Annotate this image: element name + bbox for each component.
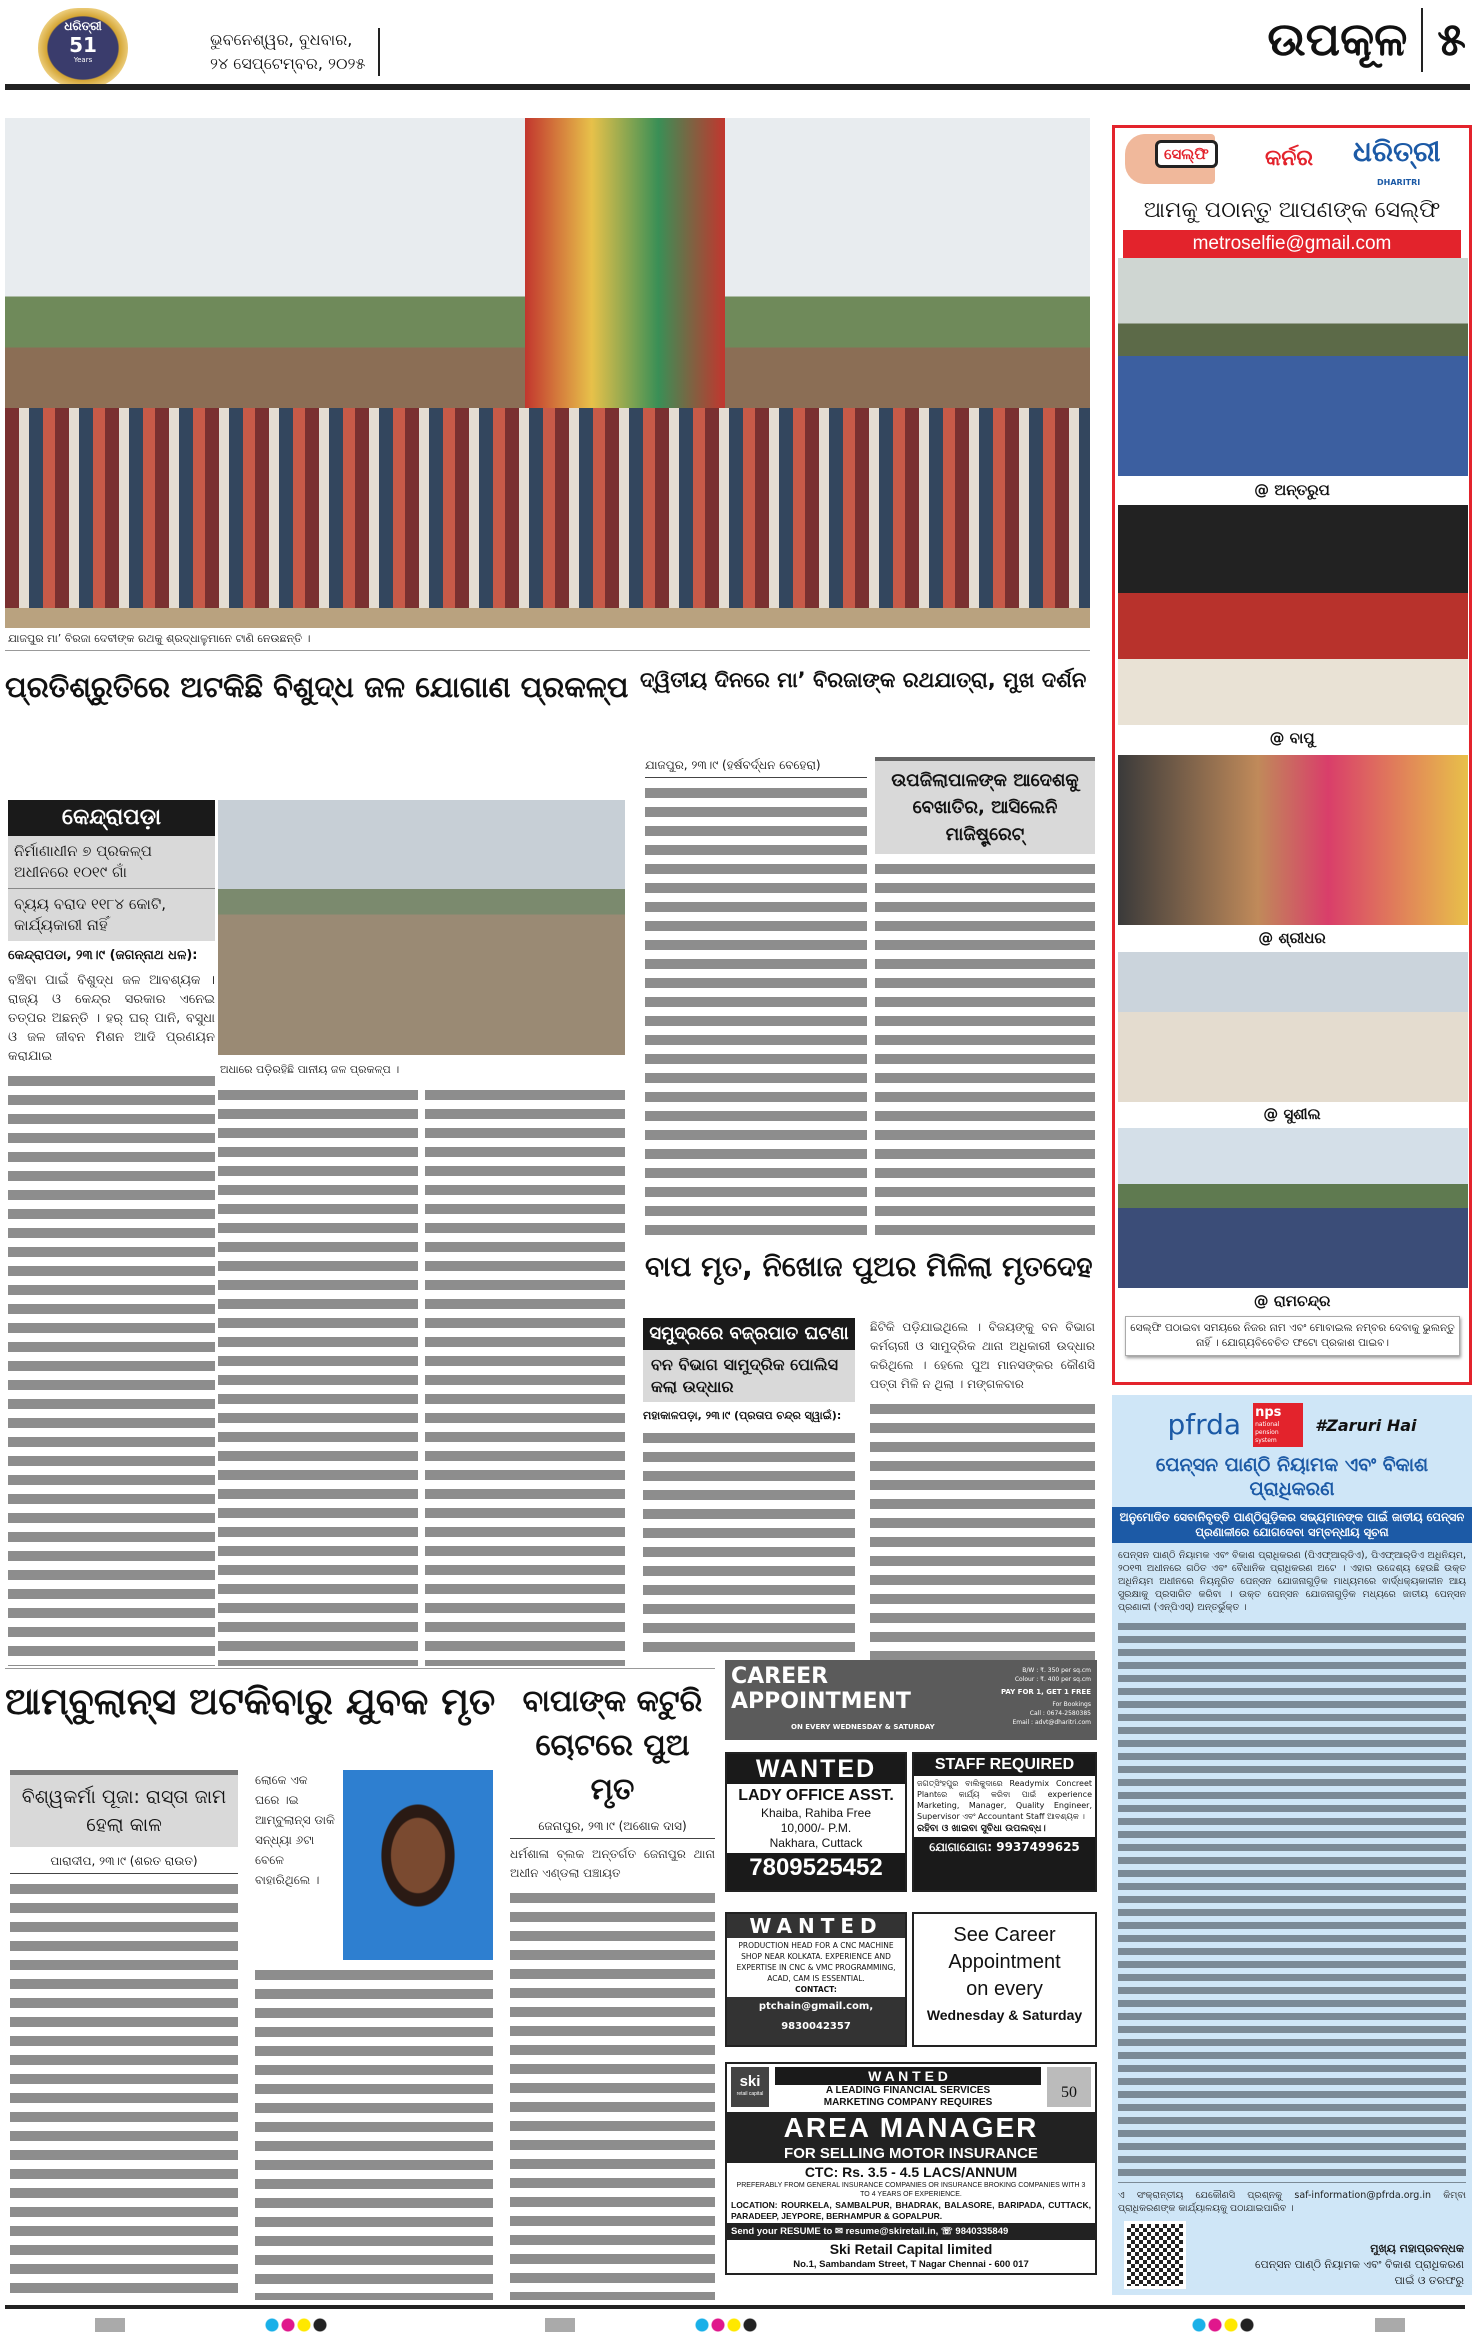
sea-body-col2	[870, 1400, 1095, 1660]
logo-years: 51	[69, 33, 97, 57]
selfie-credit-3: @ ଶ୍ରୀଧର	[1258, 929, 1326, 947]
water-headline: ପ୍ରତିଶ୍ରୁତିରେ ଅଟକିଛି ବିଶୁଦ୍ଧ ଜଳ ଯୋଗାଣ ପ୍ରକଳ୍ପ	[5, 670, 629, 704]
kendrapada-highlight-box: କେନ୍ଦ୍ରାପଡ଼ା ନିର୍ମାଣାଧୀନ ୭ ପ୍ରକଳ୍ପ ଅଧୀନରେ ୧୦୧୯ ଗାଁ ବ୍ୟୟ ବରାଦ ୧୧୮୪ କୋଟି, କାର୍ଯ୍ୟକାରୀ ନାହିଁ	[8, 800, 215, 941]
father-headline: ବାପାଙ୍କ କଟୁରି ଚୋଟରେ ପୁଅ ମୃତ	[522, 1684, 703, 1807]
ambulance-col2	[255, 1770, 493, 2300]
pfrda-contact: ଏ ସଂକ୍ରାନ୍ତୀୟ ଯେକୌଣସି ପ୍ରଶ୍ନକୁ saf-information@pfrda.org.in କିମ୍ବା ପ୍ରାଧିକରଣଙ୍କ କାର୍ଯ୍ୟାଳୟକୁ ପଠାଯାଇପାରିବ ।	[1118, 2190, 1466, 2214]
selfie-photo-3	[1118, 755, 1468, 925]
selfie-photo-4	[1118, 952, 1468, 1102]
selfie-photo-1	[1118, 258, 1468, 476]
water-body-col2	[218, 1086, 418, 1666]
ambulance-headline: ଆମ୍ବୁଲାନ୍ସ ଅଟକିବାରୁ ଯୁବକ ମୃତ	[5, 1680, 496, 1723]
page-number: ୫	[1437, 12, 1466, 66]
water-body: ବଞ୍ଚିବା ପାଇଁ ବିଶୁଦ୍ଧ ଜଳ ଆବଶ୍ୟକ । ରାଜ୍ୟ ଓ କେନ୍ଦ୍ର ସରକାର ଏନେଇ ତତ୍ପର ଅଛନ୍ତି । ହର୍ ଘର୍ ପାନି, ବସୁଧା ଓ ଜଳ ଜୀବନ ମିଶନ ଆଦି ପ୍ରଣୟନ କରାଯାଇ	[8, 973, 215, 1064]
ambulance-body-col2	[255, 1966, 493, 2300]
gray-patch	[95, 2318, 125, 2332]
shriram-badge: 50	[1047, 2067, 1091, 2107]
pfrda-banner: ଅନୁମୋଦିତ ସେବାନିବୃତ୍ତି ପାଣ୍ଠିଗୁଡ଼ିକର ସଭ୍ୟମାନଙ୍କ ପାଇଁ ଜାତୀୟ ପେନ୍‌ସନ ପ୍ରଣାଳୀରେ ଯୋଗଦେବା ସମ୍ବନ୍ଧୀୟ ସୂଚନା	[1112, 1507, 1472, 1543]
sea-highlight-box: ସମୁଦ୍ରରେ ବଜ୍ରପାତ ଘଟଣା ବନ ବିଭାଗ ସାମୁଦ୍ରିକ ପୋଲିସ କଲା ଉଦ୍ଧାର	[643, 1318, 855, 1402]
crowd	[5, 408, 1090, 608]
pfrda-ad	[1112, 1395, 1472, 2295]
photo-caption: ଯାଜପୁର ମା’ ବିରଜା ଦେବୀଙ୍କ ରଥକୁ ଶ୍ରଦ୍ଧାଳୁମାନେ ଟାଣି ନେଉଛନ୍ତି ।	[8, 632, 311, 645]
sea-dateline: ମହାକାଳପଡ଼ା, ୨୩।୯ (ପ୍ରତାପ ଚନ୍ଦ୍ର ସ୍ୱାଇଁ):	[643, 1409, 842, 1422]
ambulance-dateline: ପାରାଦୀପ, ୨୩।୯ (ଶରତ ରାଉତ)	[10, 1853, 238, 1874]
divider	[5, 650, 1090, 651]
rath-body-col2	[875, 860, 1095, 1235]
nps-logo: nps national pension system	[1253, 1403, 1303, 1447]
ambulance-narrow-body: ଲୋକେ ଏକ ଘରେ ।ଇ ଆମ୍ବୁଲାନ୍ସ ଡାକି ସନ୍ଧ୍ୟା ୬ଟା ବେଳେ ବାହାରିଥିଲେ ।	[255, 1773, 335, 1887]
gray-patch	[545, 2318, 575, 2332]
pfrda-logo-row	[1112, 1395, 1472, 1447]
qr-code-icon[interactable]	[1124, 2221, 1186, 2289]
ski-head-block: W A N T E D A LEADING FINANCIAL SERVICES MARKETING COMPANY REQUIRES	[775, 2067, 1041, 2109]
color-dots	[265, 2318, 329, 2332]
water-left-column	[8, 800, 215, 1666]
pfrda-body-cont	[1118, 1620, 1466, 2183]
father-body: ଧର୍ମଶାଳା ବ୍ଲକ ଅନ୍ତର୍ଗତ ଜେନାପୁର ଥାନା ଅଧୀନ ଏଣ୍ଡଲା ପଞ୍ଚାୟତ	[510, 1847, 715, 1880]
divider	[5, 1668, 715, 1669]
ambulance-col1	[10, 1770, 238, 2300]
water-photo-caption: ଅଧାରେ ପଡ଼ିରହିଛି ପାନୀୟ ଜଳ ପ୍ରକଳ୍ପ ।	[220, 1063, 400, 1076]
divider	[1421, 8, 1423, 72]
father-column	[510, 1680, 715, 2300]
rath-yatra-photo	[5, 118, 1090, 628]
rath-col1	[645, 757, 867, 1235]
gray-patch	[1375, 2318, 1405, 2332]
career-appointment-banner	[725, 1660, 1097, 1740]
zaruri-hai: #Zaruri Hai	[1315, 1415, 1417, 1435]
water-project-photo	[218, 800, 625, 1055]
section-title: ଉପକୂଳ	[1267, 12, 1408, 66]
logo-text: ଧରିତ୍ରୀ	[64, 19, 102, 33]
ski-logo: ski retail capital	[731, 2067, 769, 2107]
pfrda-body: ପେନ୍‌ସନ ପାଣ୍ଠି ନିୟାମକ ଏବଂ ବିକାଶ ପ୍ରାଧିକରଣ (ପିଏଫ୍‌ଆର୍‌ଡିଏ), ପିଏଫ୍‌ଆର୍‌ଡିଏ ଅଧିନିୟମ, ୨୦୧୩ ଅଧୀନରେ ଗଠିତ ଏବଂ ବୈଧାନିକ ପ୍ରାଧିକରଣ ଅଟେ । ଏହାର ଉଦ୍ଦେଶ୍ୟ ହେଉଛି ଉକ୍ତ ଅଧିନିୟମ ଅଧୀନରେ ନିୟନ୍ତ୍ରିତ ପେନ୍‌ସନ ଯୋଜନାଗୁଡ଼ିକ ମାଧ୍ୟମରେ ବାର୍ଦ୍ଧକ୍ୟକାଳୀନ ଆୟ ସୁରକ୍ଷାକୁ ପ୍ରସାରିତ କରିବା । ଉକ୍ତ ପେନ୍‌ସନ ଯୋଜନାଗୁଡ଼ିକ ମଧ୍ୟରେ ଜାତୀୟ ପେନ୍‌ସନ ପ୍ରଣାଳୀ (ଏନ୍‌ପିଏସ୍) ଅନ୍ତର୍ଭୁକ୍ତ ।	[1118, 1550, 1466, 1613]
ski-header-row	[727, 2064, 1095, 2112]
water-body-cont	[8, 1072, 215, 1666]
selfie-email[interactable]: metroselfie@gmail.com	[1123, 230, 1461, 258]
masthead	[0, 0, 1476, 95]
rath-headline: ଦ୍ୱିତୀୟ ଦିନରେ ମା’ ବିରଜାଙ୍କ ରଥଯାତ୍ରା, ମୁଖ ଦର୍ଶନ	[640, 668, 1087, 692]
dateline: ଭୁବନେଶ୍ୱର, ବୁଧବାର, ୨୪ ସେପ୍ଟେମ୍ବର, ୨୦୨୫	[210, 28, 380, 76]
masthead-rule	[5, 84, 1470, 90]
sea-headline: ବାପ ମୃତ, ନିଖୋଜ ପୁଅର ମିଳିଲା ମୃତଦେହ	[645, 1250, 1093, 1283]
pfrda-footer-row	[1112, 2221, 1472, 2289]
career-title-block: CAREER APPOINTMENT ON EVERY WEDNESDAY & SATURDAY	[731, 1664, 935, 1731]
staff-ad-body: ଜଗତ୍‌ସିଂହପୁର ବାଲିକୁଦାରେ Readymix Concreet Plantରେ କାର୍ଯ୍ୟ କରିବା ପାଇଁ experience Marketing, Manager, Quality Engineer, Supervisor ଏବଂ Accountant Staff ଆବଶ୍ୟକ । ରହିବା ଓ ଖାଇବା ସୁବିଧା ଉପଲବ୍ଧ।	[914, 1776, 1095, 1837]
color-dots	[695, 2318, 759, 2332]
print-registration-marks	[0, 2318, 1476, 2334]
pfrda-title: ପେନ୍‌ସନ ପାଣ୍ଠି ନିୟାମକ ଏବଂ ବିକାଶ ପ୍ରାଧିକରଣ	[1155, 1454, 1429, 1500]
sea-col1	[643, 1318, 855, 1660]
magistrate-box: ଉପଜିଲାପାଳଙ୍କ ଆଦେଶକୁ ବେଖାତିର, ଆସିଲେନି ମାଜିଷ୍ଟ୍ରେଟ୍	[875, 757, 1095, 854]
selfie-photo-5	[1118, 1128, 1468, 1288]
pfrda-logo: pfrda	[1167, 1408, 1242, 1441]
ambulance-photo-row	[255, 1770, 493, 1960]
vishwakarma-box: ବିଶ୍ୱକର୍ମା ପୂଜା: ରାସ୍ତା ଜାମ ହେଲା କାଳ	[10, 1770, 238, 1847]
selfie-photo-2	[1118, 505, 1468, 725]
footer-rule	[5, 2305, 1465, 2309]
cnc-production-head-ad: WANTED PRODUCTION HEAD FOR A CNC MACHINE SHOP NEAR KOLKATA. EXPERIENCE AND EXPERTISE IN CNC & VMC PROGRAMMING, ACAD, CAM IS ESSENTIAL. CONTACT: ptchain@gmail.com, 9830042357	[725, 1912, 907, 2047]
color-dots	[1192, 2318, 1256, 2332]
sea-body: ଛିଟିକି ପଡ଼ିଯାଇଥିଲେ । ବିଜୟଙ୍କୁ ବନ ବିଭାଗ କର୍ମଚାରୀ ଓ ସାମୁଦ୍ରିକ ଥାନା ଅଧିକାରୀ ଉଦ୍ଧାର କରିଥିଲେ । ହେଲେ ପୁଅ ମାନସଙ୍କର କୌଣସି ପତ୍ତା ମିଳି ନ ଥିଲା । ମଙ୍ଗଳବାର	[870, 1320, 1095, 1391]
ski-area-manager-ad: ski retail capital W A N T E D A LEADING FINANCIAL SERVICES MARKETING COMPANY REQUIRES 50 AREA MANAGER FOR SELLING MOTOR INSURANCE CTC: Rs. 3.5 - 4.5 LACS/ANNUM PREFERABLY FROM GENERAL INSURANCE COMPANIES OR INSURANCE BROKING COMPANIES WITH 3 TO 4 YEARS OF EXPERIENCE. LOCATION: ROURKELA, SAMBALPUR, BHADRAK, BALASORE, BARIPADA, CUTTACK, PARADEEP, JEYPORE, BERHAMPUR & GOPALPUR. Send your RESUME to ✉ resume@skiretail.in, ☏ 9840335849 Ski Retail Capital limited No.1, Sambandam Street, T Nagar Chennai - 600 017	[725, 2062, 1097, 2275]
pfrda-signature: ମୁଖ୍ୟ ମହାପ୍ରବନ୍ଧକ ପେନ୍‌ସନ ପାଣ୍ଠି ନିୟାମକ ଏବଂ ବିକାଶ ପ୍ରାଧିକରଣ ପାଇଁ ଓ ତରଫରୁ	[1254, 2242, 1464, 2287]
water-body-col3	[425, 1086, 625, 1666]
logo-years-label: Years	[73, 56, 93, 64]
sea-body-col1	[643, 1429, 855, 1660]
rath-col2	[875, 757, 1095, 1235]
water-dateline: କେନ୍ଦ୍ରାପଡା, ୨୩।୯ (ଜଗନ୍ନାଥ ଧଳ):	[8, 948, 198, 963]
career-rates: B/W : ₹. 350 per sq.cm Colour : ₹. 400 per sq.cm PAY FOR 1, GET 1 FREE For Bookings Call : 0674-2580385 Email : advt@dharitri.com	[1000, 1667, 1091, 1726]
ambulance-body-col1	[10, 1880, 238, 2300]
anniversary-logo	[38, 8, 128, 88]
rath-body-col1	[645, 784, 867, 1235]
section-block	[1267, 4, 1466, 76]
lady-office-asst-ad: WANTED LADY OFFICE ASST. Khaiba, Rahiba Free 10,000/- P.M. Nakhara, Cuttack 7809525452	[725, 1752, 907, 1892]
cnc-ad-body: PRODUCTION HEAD FOR A CNC MACHINE SHOP NEAR KOLKATA. EXPERIENCE AND EXPERTISE IN CNC & VMC PROGRAMMING, ACAD, CAM IS ESSENTIAL. CONTACT:	[727, 1938, 905, 1997]
father-dateline: ଜେନାପୁର, ୨୩।୯ (ଅଶୋକ ଦାସ)	[510, 1818, 715, 1839]
rath-dateline: ଯାଜପୁର, ୨୩।୯ (ହର୍ଷବର୍ଦ୍ଧନ ବେହେରା)	[645, 757, 867, 778]
chariot	[525, 118, 725, 448]
lady-ad-body: LADY OFFICE ASST. Khaiba, Rahiba Free 10,000/- P.M. Nakhara, Cuttack	[727, 1784, 905, 1853]
selfie-credit-5: @ ରାମଚନ୍ଦ୍ର	[1253, 1292, 1331, 1310]
see-career-appointment-ad: See Career Appointment on every Wednesday & Saturday	[912, 1912, 1097, 2047]
selfie-tagline: ଆମକୁ ପଠାନ୍ତୁ ଆପଣଙ୍କ ସେଲ୍‌ଫି	[1143, 198, 1441, 223]
selfie-credit-1: @ ଅନ୍ତରୁପ	[1254, 481, 1330, 499]
victim-photo	[343, 1770, 493, 1960]
selfie-note: ସେଲ୍‌ଫି ପଠାଇବା ସମୟରେ ନିଜର ନାମ ଏବଂ ମୋବାଇଲ ନମ୍ବର ଦେବାକୁ ଭୁଲନ୍ତୁ ନାହିଁ । ଯୋଗ୍ୟବିବେଚିତ ଫଟୋ ପ୍ରକାଶ ପାଇବ।	[1125, 1316, 1460, 1356]
selfie-brand: ସେଲ୍‌ଫି କର୍ନର ଧରିତ୍ରୀ DHARITRI	[1125, 134, 1465, 196]
staff-required-ad: STAFF REQUIRED ଜଗତ୍‌ସିଂହପୁର ବାଲିକୁଦାରେ Readymix Concreet Plantରେ କାର୍ଯ୍ୟ କରିବା ପାଇଁ experience Marketing, Manager, Quality Engineer, Supervisor ଏବଂ Accountant Staff ଆବଶ୍ୟକ । ରହିବା ଓ ଖାଇବା ସୁବିଧା ଉପଲବ୍ଧ। ଯୋଗାଯୋଗ: 9937499625	[912, 1752, 1097, 1892]
father-body-cont	[510, 1889, 715, 2300]
ski-title-block: AREA MANAGER FOR SELLING MOTOR INSURANCE	[727, 2112, 1095, 2163]
sea-col2	[870, 1318, 1095, 1660]
selfie-credit-2: @ ବାପୁ	[1269, 729, 1315, 747]
selfie-credit-4: @ ସୁଶୀଲ	[1263, 1105, 1321, 1123]
